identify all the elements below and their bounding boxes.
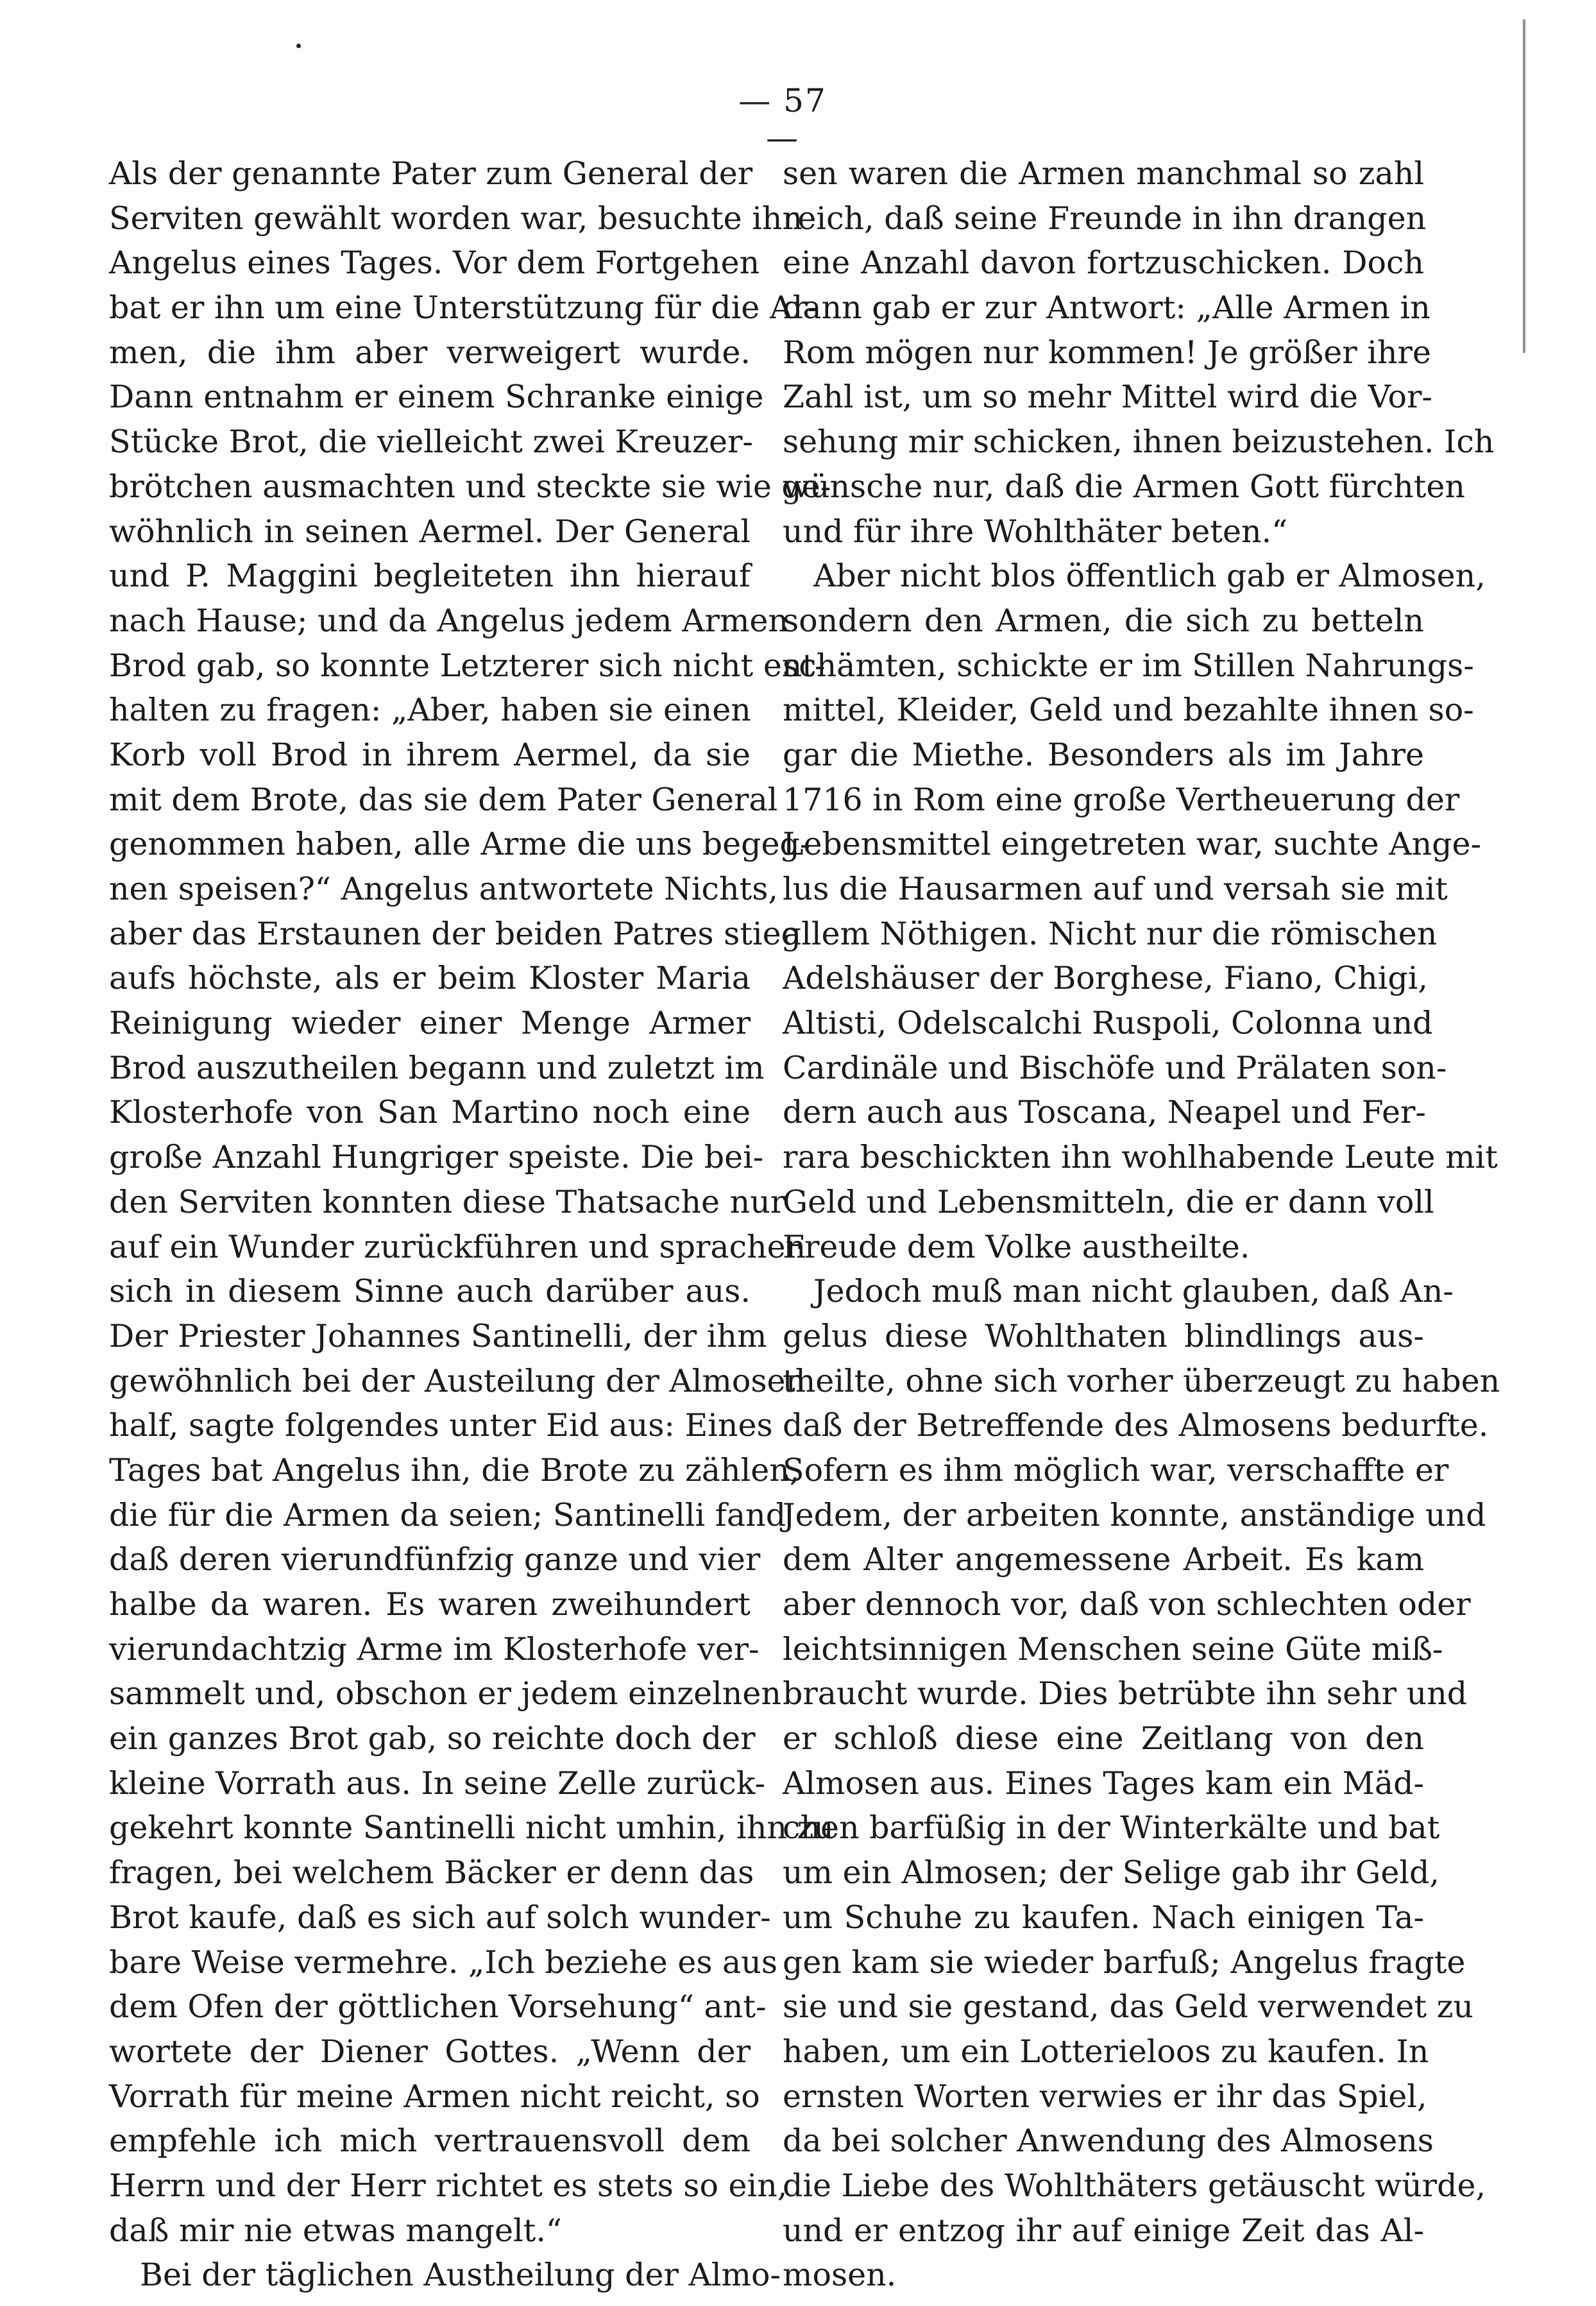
left-text-column — [109, 151, 834, 2298]
text-line: Stücke Brot, die vielleicht zwei Kreuzer- — [109, 423, 753, 461]
text-line: gar die Miethe. Besonders als im Jahre — [783, 736, 1424, 773]
text-line: Sofern es ihm möglich war, verschaffte er — [783, 1451, 1449, 1489]
text-line: die Liebe des Wohlthäters getäuscht würde, — [783, 2167, 1486, 2204]
text-line: halten zu fragen: „Aber, haben sie einen — [109, 692, 751, 729]
text-line: reich, daß seine Freunde in ihn drangen — [783, 200, 1427, 237]
text-line: dem Alter angemessene Arbeit. Es kam — [783, 1541, 1424, 1578]
text-line: eine Anzahl davon fortzuschicken. Doch — [783, 244, 1424, 282]
text-line: Jedem, der arbeiten konnte, anständige und — [783, 1496, 1486, 1533]
text-line: aufs höchste, als er beim Kloster Maria — [109, 960, 751, 997]
text-line: große Anzahl Hungriger speiste. Die bei- — [109, 1139, 764, 1176]
page-edge-mark — [1523, 19, 1525, 353]
text-line: Korb voll Brod in ihrem Aermel, da sie — [109, 736, 751, 773]
text-line: fragen, bei welchem Bäcker er denn das — [109, 1854, 754, 1892]
text-line: sondern den Armen, die sich zu betteln — [783, 602, 1424, 639]
text-line: Almosen aus. Eines Tages kam ein Mäd- — [783, 1764, 1424, 1802]
text-line: Angelus eines Tages. Vor dem Fortgehen — [109, 244, 760, 282]
text-line: bare Weise vermehre. „Ich beziehe es aus — [109, 1943, 777, 1981]
text-line: mittel, Kleider, Geld und bezahlte ihnen so- — [783, 692, 1474, 729]
text-line: sich in diesem Sinne auch darüber aus. — [109, 1273, 751, 1310]
text-line: und er entzog ihr auf einige Zeit das Al- — [783, 2212, 1424, 2249]
text-line: vierundachtzig Arme im Klosterhofe ver- — [109, 1630, 760, 1668]
text-line: wünsche nur, daß die Armen Gott fürchten — [783, 468, 1465, 505]
text-line: ein ganzes Brot gab, so reichte doch der — [109, 1720, 756, 1757]
text-line: bat er ihn um eine Unterstützung für die Ar- — [109, 289, 819, 327]
text-line: chen barfüßig in der Winterkälte und bat — [783, 1809, 1440, 1847]
text-line: und für ihre Wohlthäter beten.“ — [783, 513, 1288, 550]
text-line: dern auch aus Toscana, Neapel und Fer- — [783, 1094, 1426, 1131]
text-line: Brod auszutheilen begann und zuletzt im — [109, 1049, 765, 1086]
text-line: Serviten gewählt worden war, besuchte ihn — [109, 200, 803, 237]
text-line: sehung mir schicken, ihnen beizustehen. Ich — [783, 423, 1495, 461]
text-line: rara beschickten ihn wohlhabende Leute mit — [783, 1139, 1498, 1176]
text-line: Der Priester Johannes Santinelli, der ihm — [109, 1317, 767, 1354]
text-line: half, sagte folgendes unter Eid aus: Eines — [109, 1407, 773, 1444]
text-line: Aber nicht blos öffentlich gab er Almosen, — [813, 558, 1486, 595]
text-line: nen speisen?“ Angelus antwortete Nichts, — [109, 871, 778, 907]
text-line: da bei solcher Anwendung des Almosens — [783, 2122, 1434, 2160]
text-line: Brot kaufe, daß es sich auf solch wunder- — [109, 1899, 771, 1936]
text-line: genommen haben, alle Arme die uns begeg- — [109, 826, 811, 863]
text-line: auf ein Wunder zurückführen und sprachen — [109, 1228, 806, 1265]
text-line: um Schuhe zu kaufen. Nach einigen Ta- — [783, 1899, 1424, 1936]
text-line: men, die ihm aber verweigert wurde. — [109, 334, 751, 371]
text-line: 1716 in Rom eine große Vertheuerung der — [783, 781, 1460, 818]
text-line: Vorrath für meine Armen nicht reicht, so — [109, 2078, 760, 2115]
text-line: gelus diese Wohlthaten blindlings aus- — [783, 1317, 1424, 1354]
text-line: sie und sie gestand, das Geld verwendet zu — [783, 1988, 1473, 2026]
text-line: daß mir nie etwas mangelt.“ — [109, 2212, 562, 2249]
text-line: gewöhnlich bei der Austeilung der Almosen — [109, 1362, 806, 1399]
text-line: nach Hause; und da Angelus jedem Armen — [109, 602, 788, 639]
text-line: Bei der täglichen Austheilung der Almo- — [140, 2257, 781, 2294]
right-text-column — [783, 151, 1500, 2298]
text-line: Brod gab, so konnte Letzterer sich nicht ent- — [109, 647, 826, 684]
text-line: gekehrt konnte Santinelli nicht umhin, ihn zu — [109, 1809, 834, 1847]
text-line: Freude dem Volke austheilte. — [783, 1228, 1250, 1265]
text-line: Geld und Lebensmitteln, die er dann voll — [783, 1183, 1434, 1220]
text-line: ernsten Worten verwies er ihr das Spiel, — [783, 2078, 1427, 2115]
text-line: Zahl ist, um so mehr Mittel wird die Vor- — [783, 379, 1432, 416]
text-line: Herrn und der Herr richtet es stets so ein, — [109, 2167, 788, 2204]
text-line: Als der genannte Pater zum General der — [109, 155, 753, 192]
text-line: lus die Hausarmen auf und versah sie mit — [783, 871, 1448, 907]
text-line: Cardinäle und Bischöfe und Prälaten son- — [783, 1049, 1447, 1086]
text-line: Dann entnahm er einem Schranke einige — [109, 379, 764, 416]
text-line: allem Nöthigen. Nicht nur die römischen — [783, 915, 1438, 952]
text-line: dann gab er zur Antwort: „Alle Armen in — [783, 289, 1430, 327]
text-line: Altisti, Odelscalchi Ruspoli, Colonna und — [783, 1005, 1433, 1042]
text-line: braucht wurde. Dies betrübte ihn sehr und — [783, 1675, 1468, 1712]
text-line: aber dennoch vor, daß von schlechten oder — [783, 1586, 1471, 1623]
text-line: Adelshäuser der Borghese, Fiano, Chigi, — [783, 960, 1428, 997]
text-line: er schloß diese eine Zeitlang von den — [783, 1720, 1424, 1757]
text-line: Klosterhofe von San Martino noch eine — [109, 1094, 751, 1131]
text-line: daß der Betreffende des Almosens bedurfte. — [783, 1407, 1489, 1444]
text-line: Reinigung wieder einer Menge Armer — [109, 1005, 751, 1042]
text-line: aber das Erstaunen der beiden Patres stieg — [109, 915, 801, 952]
text-line: leichtsinnigen Menschen seine Güte miß- — [783, 1630, 1443, 1668]
text-line: halbe da waren. Es waren zweihundert — [109, 1586, 751, 1623]
text-line: mit dem Brote, das sie dem Pater General — [109, 781, 778, 818]
text-line: mosen. — [783, 2257, 897, 2294]
ink-speck — [296, 44, 301, 48]
text-line: wöhnlich in seinen Aermel. Der General — [109, 513, 751, 550]
text-line: gen kam sie wieder barfuß; Angelus fragte — [783, 1943, 1466, 1981]
text-line: die für die Armen da seien; Santinelli fand — [109, 1496, 786, 1533]
text-line: wortete der Diener Gottes. „Wenn der — [109, 2033, 751, 2070]
text-line: Jedoch muß man nicht glauben, daß An- — [813, 1273, 1454, 1310]
text-line: brötchen ausmachten und steckte sie wie ge- — [109, 468, 831, 505]
text-line: theilte, ohne sich vorher überzeugt zu haben — [783, 1362, 1500, 1399]
page-number: — 57 — — [738, 82, 827, 157]
text-line: Rom mögen nur kommen! Je größer ihre — [783, 334, 1431, 371]
text-line: Lebensmittel eingetreten war, suchte Ange- — [783, 826, 1482, 863]
text-line: den Serviten konnten diese Thatsache nur — [109, 1183, 786, 1220]
text-line: haben, um ein Lotterieloos zu kaufen. In — [783, 2033, 1429, 2070]
text-line: um ein Almosen; der Selige gab ihr Geld, — [783, 1854, 1439, 1892]
text-line: sen waren die Armen manchmal so zahl — [783, 155, 1424, 192]
text-line: und P. Maggini begleiteten ihn hierauf — [109, 558, 751, 595]
text-line: Tages bat Angelus ihn, die Brote zu zählen, — [109, 1451, 800, 1489]
text-line: kleine Vorrath aus. In seine Zelle zurück- — [109, 1764, 766, 1802]
text-line: sammelt und, obschon er jedem einzelnen — [109, 1675, 781, 1712]
text-line: dem Ofen der göttlichen Vorsehung“ ant- — [109, 1988, 767, 2026]
text-line: schämten, schickte er im Stillen Nahrungs- — [783, 647, 1474, 684]
text-line: daß deren vierundfünfzig ganze und vier — [109, 1541, 761, 1578]
text-line: empfehle ich mich vertrauensvoll dem — [109, 2122, 751, 2160]
